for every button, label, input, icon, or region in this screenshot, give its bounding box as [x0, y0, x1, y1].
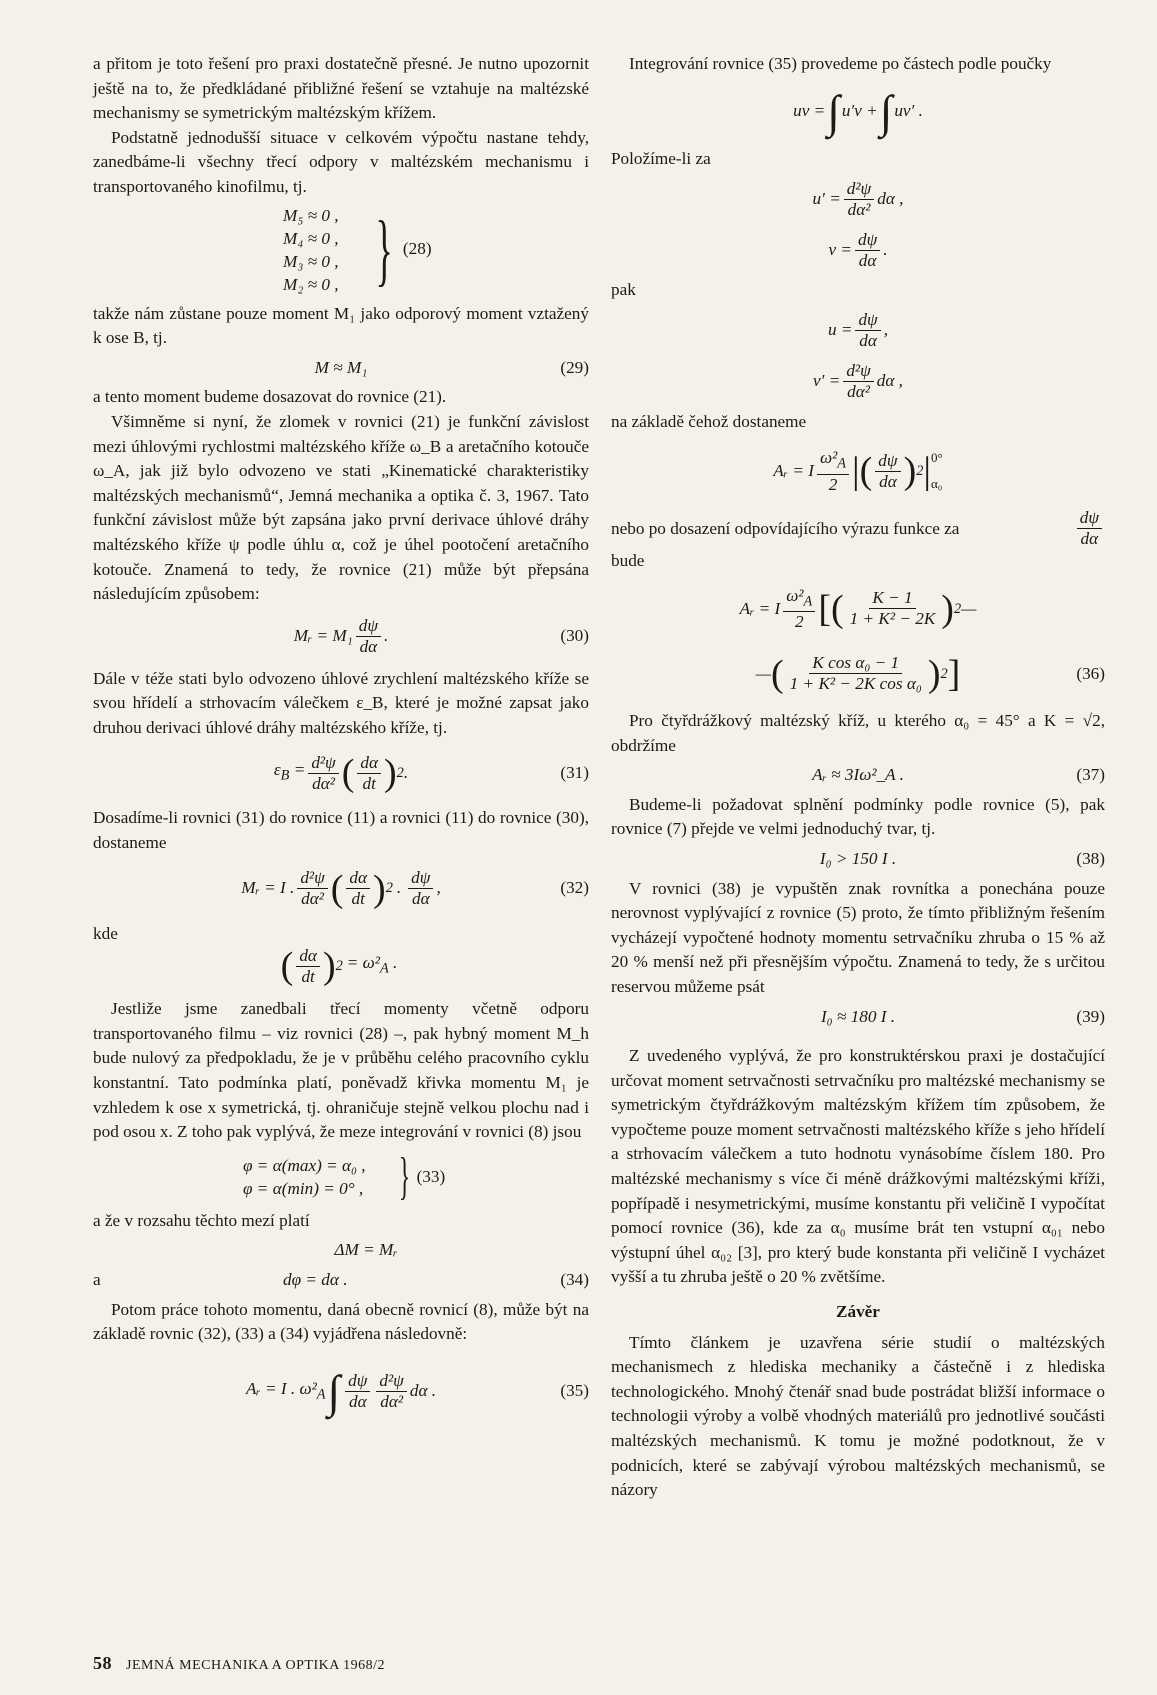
equation-body: I₀ ≈ 180 I .	[820, 1006, 896, 1026]
equation-body: I₀ > 150 I .	[819, 848, 897, 868]
equation-body: M ≈ M₁	[314, 357, 368, 377]
paragraph: Z uvedeného vyplývá, že pro konstruktérskou praxi je dostačující určovat moment setrvačnosti setrvačníku pro maltézské mechanismy se symetrickým čtyřdrážkovým maltézským křížem tím způsobem, že vypočteme pouze moment setrvačnosti maltézského kříže s jeho hřídelí a strhovacím válečkem a tuto hodnotu vynásobíme číslem 180. Pro maltézské mechanismy s více či méně drážkovými maltézskými kříži, popřípadě i nesymetrickými, musíme konstantu při veličině I vypočítat pomocí rovnice (36), kde za α₀ musíme brát ten vstupní α₀₁ nebo výstupní úhel α₀₂ [3], pro který bude konstanta při veličině I vycházet vyšší a tu zhruba ještě o 20 % zvětšíme.	[611, 1046, 1105, 1287]
equation-39	[611, 1005, 1105, 1030]
a-label: a	[93, 1270, 101, 1289]
equation-32: Mᵣ = I . $\frac{\text{d²ψ}}{\text{dα²}}$ ( $\frac{d\alpha}{dt}$ ) 2 . $\frac{d\psi}{d\alpha}$ , (32)	[241, 867, 589, 910]
equation-34b	[93, 1268, 589, 1293]
eq-line: M₃ ≈ 0 ,	[283, 251, 339, 271]
paragraph: takže nám zůstane pouze moment M₁ jako odporový moment vztažený k ose B, tj.	[93, 303, 589, 348]
paragraph: a tento moment budeme dosazovat do rovnice (21).	[93, 387, 447, 407]
paragraph: a že v rozsahu těchto mezí platí	[93, 1210, 310, 1230]
brace-symbol: }	[375, 205, 393, 294]
paragraph: Jestliže jsme zanedbali třecí momenty včetně odporu transportovaného filmu – viz rovnici (28) –, pak hybný moment M_h bude nulový za předpokladu, že je v průběhu celého pracovního cyklu konstantní. Tato podmínka platí, poněvadž křivka momentu M₁ je vzhledem k ose x symetrická, tj. ohraničuje stejně velkou plochu nad i pod osou x. Z toho pak vyplývá, že meze integrování v rovnici (8) jsou	[93, 999, 589, 1142]
paragraph: Položíme-li za	[611, 148, 711, 168]
kde-label: kde	[93, 923, 118, 943]
equation-u: u = $\frac{d\psi}{d\alpha}$ ,	[827, 310, 889, 351]
equation-number: (39)	[1076, 1006, 1105, 1026]
equation-ar-1: Aᵣ = I $\frac{\omega^2_A}{2}$ | ( $\frac{d\psi}{d\alpha}$ ) 2 | 0° α₀	[773, 448, 943, 494]
eq-line: M₄ ≈ 0 ,	[283, 228, 339, 248]
right-column	[611, 52, 1105, 1503]
equation-33	[93, 1147, 589, 1205]
paragraph: Dosadíme-li rovnici (31) do rovnice (11) a rovnici (11) do rovnice (30), dostaneme	[93, 808, 589, 853]
pak-label: pak	[611, 280, 636, 300]
paragraph: Tímto článkem je uzavřena série studií o maltézských mechanismech z hlediska mechaniky a částečně i z hlediska technologického. Mnohý čtenář snad bude postrádat bližší informace o technologii výroby a volbě vhodných materiálů pro jednotlivé součásti maltézských mechanismů. K tomu je možné podotknout, že v podnicích, které se zabývají výrobou maltézských mechanismů, se názory	[611, 1332, 1105, 1500]
equation-36b: — ( $\frac{\text{K cos α₀ − 1}}{\text{1 + K² − 2K cos α₀}}$ ) 2 ] (36)	[755, 652, 1105, 695]
equation-38	[611, 847, 1105, 872]
equation-omega: ( $\frac{d\alpha}{dt}$ ) 2 = $\omega^2_A$ .	[280, 945, 398, 988]
equation-u-prime: u′ = $\frac{\text{d²ψ}}{\text{dα²}}$ dα ,	[812, 178, 904, 219]
page-footer	[93, 1653, 385, 1674]
paragraph: Pro čtyřdrážkový maltézský kříž, u kterého α₀ = 45° a K = √2, obdržíme	[611, 710, 1105, 755]
equation-body: dφ = dα .	[283, 1270, 348, 1289]
paragraph: Všimněme si nyní, že zlomek v rovnici (21) je funkční závislost mezi úhlovými rychlostmi maltézského kříže ω_B a aretačního kotouče ω_A, jak již bylo odvozeno ve stati „Kinematické charakteristiky maltézských mechanismů“, Jemná mechanika a optika č. 3, 1967. Tato funkční závislost může být zapsána jako první derivace úhlové dráhy maltézského kříže ψ podle úhlu α, což je úhel pootočení aretačního kotouče. Znamená to tedy, že rovnice (21) může být přepsána následujícím způsobem:	[93, 411, 589, 604]
equation-number: (35)	[560, 1381, 589, 1401]
equation-37	[611, 763, 1105, 788]
journal-name: JEMNÁ MECHANIKA A OPTIKA 1968/2	[126, 1658, 385, 1673]
section-heading: Závěr	[836, 1302, 880, 1322]
equation-34a	[143, 1238, 589, 1263]
equation-v: v = $\frac{d\psi}{d\alpha}$ .	[828, 229, 888, 270]
paragraph: Integrování rovnice (35) provedeme po částech podle poučky	[629, 54, 1052, 73]
equation-30: Mᵣ = M₁ $\frac{d\psi}{d\alpha}$ . (30)	[293, 616, 589, 657]
equation-number: (29)	[560, 357, 589, 377]
bude-label: bude	[611, 551, 645, 571]
equation-31: $\varepsilon_B$ = $\frac{\text{d²ψ}}{\text{dα²}}$ ( $\frac{d\alpha}{dt}$ ) 2 . (31)	[273, 752, 589, 795]
equation-36a: Aᵣ = I $\frac{\omega^2_A}{2}$ [ ( $\frac{K - 1}{\text{1 + K² − 2K}}$ ) 2 —	[739, 585, 977, 632]
left-column	[93, 52, 589, 1437]
equation-number: (37)	[1076, 765, 1105, 785]
eq-line: M₅ ≈ 0 ,	[283, 205, 339, 225]
equation-number: (32)	[560, 878, 589, 898]
brace-symbol: }	[398, 1147, 410, 1205]
equation-28	[93, 204, 589, 296]
equation-body: Aᵣ ≈ 3Iω²_A .	[812, 765, 904, 785]
paragraph: Podstatně jednodušší situace v celkovém výpočtu nastane tehdy, zanedbáme-li všechny třecí odpory v maltézském mechanismu i transportovaného kinofilmu, tj.	[93, 127, 589, 196]
equation-number: (31)	[560, 763, 589, 783]
paragraph: Dále v téže stati bylo odvozeno úhlové zrychlení maltézského kříže se svou hřídelí a strhovacím válečkem ε_B, které je možné zapsat jako druhou derivaci úhlové dráhy maltézského kříže, tj.	[93, 668, 589, 737]
equation-parts: uv = ∫ u′v + ∫ uv′ .	[793, 85, 923, 137]
equation-number: (30)	[560, 626, 589, 646]
paragraph-text: nebo po dosazení odpovídajícího výrazu funkce za	[611, 518, 960, 538]
equation-number: (34)	[560, 1270, 589, 1289]
equation-29	[93, 356, 589, 381]
equation-v-prime: v′ = $\frac{\text{d²ψ}}{\text{dα²}}$ dα ,	[813, 361, 903, 402]
paragraph: a přitom je toto řešení pro praxi dostatečně přesné. Je nutno upozornit ještě na to, že předkládané přibližné řešení se vztahuje na maltézské mechanismy se symetrickým maltézským křížem.	[93, 54, 589, 123]
paragraph: na základě čehož dostaneme	[611, 411, 807, 431]
paragraph: V rovnici (38) je vypuštěn znak rovnítka a ponechána pouze nerovnost vyplývající z rovnice (5) proto, že tímto přibližným řešením vycházejí vypočtené hodnoty momentu setrvačníku zhruba o 15 % až 20 % menší než při přesnějším výpočtu. Znamená to tedy, že s určitou reservou můžeme psát	[611, 878, 1105, 996]
eq-line: φ = α(min) = 0° ,	[243, 1178, 364, 1198]
eq-line: M₂ ≈ 0 ,	[283, 274, 339, 294]
equation-body: ΔM = Mᵣ	[334, 1240, 398, 1260]
paragraph: Budeme-li požadovat splnění podmínky podle rovnice (5), pak rovnice (7) přejde ve velmi jednoduchý tvar, tj.	[611, 794, 1105, 839]
equation-number: (28)	[402, 239, 432, 259]
paragraph: nebo po dosazení odpovídajícího výrazu funkce za $\frac{d\psi}{d\alpha}$	[611, 508, 1105, 549]
equation-number: (38)	[1076, 848, 1105, 868]
equation-35: Aᵣ = I . $\omega^2_A$ ∫ $\frac{d\psi}{d\alpha}$ $\frac{\text{d²ψ}}{\text{dα²}}$ dα . (35)	[245, 1365, 589, 1417]
equation-number: (36)	[1076, 663, 1105, 683]
equation-number: (33)	[416, 1166, 446, 1186]
paragraph: Potom práce tohoto momentu, daná obecně rovnicí (8), může být na základě rovnic (32), (33) a (34) vyjádřena následovně:	[93, 1299, 589, 1344]
eq-line: φ = α(max) = α₀ ,	[243, 1155, 366, 1175]
page-number: 58	[93, 1653, 112, 1673]
